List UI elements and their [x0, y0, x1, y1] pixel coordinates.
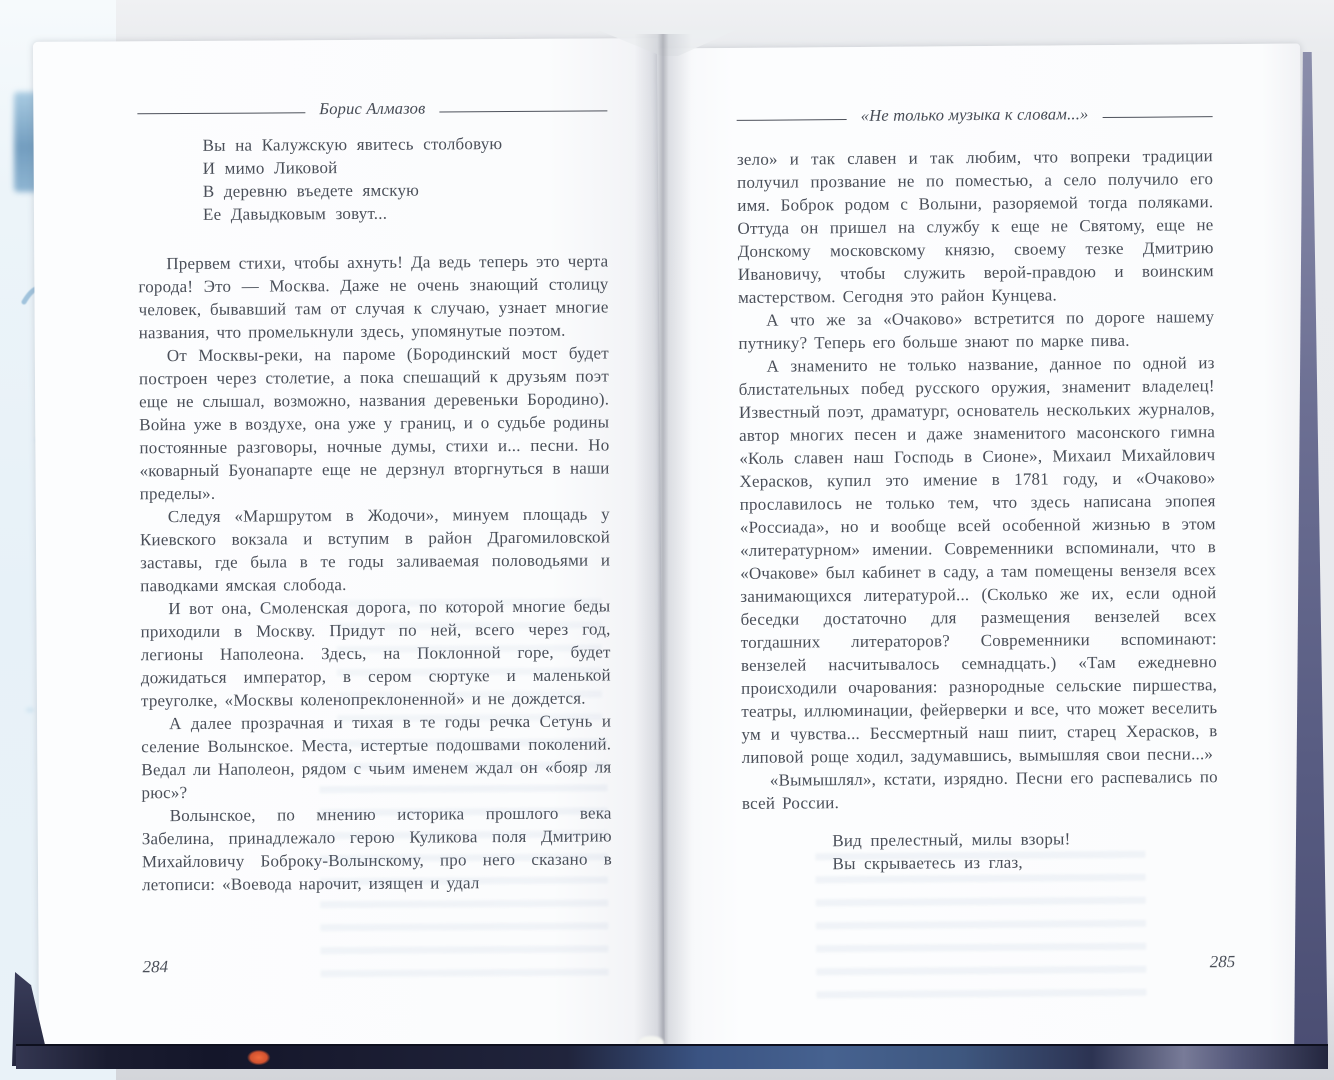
book-page-right: [657, 43, 1308, 1049]
right-page-body: [737, 144, 1218, 815]
paragraph: От Москвы-реки, на пароме (Бородинский мост будет построен через столетие, а пока спешащий к друзьям поэт еще не слышал, возможно, названия деревеньки Бородино). Война уже в воздухе, она уже у границ, и о судьбе родины постоянные разговоры, ночные думы, стихи и... песни. Но «коварный Буонапарте еще не дерзнул вторгнуться в наши пределы».: [138, 343, 610, 504]
running-head-rule: [439, 110, 607, 112]
book-cover-bottom-edge: [16, 1044, 1328, 1069]
paragraph: зело» и так славен и так любим, что вопреки традиции получил прозвание не по поместью, а село получило его имя. Боброк родом с Волыни, разоряемой тогда поляками. Оттуда он пришел на службу к еще не Святому, еще не Донскому московскому князю, своему тезке Дмитрию Ивановичу, чтобы служить верой-правдою и воинским мастерством. Сегодня это район Кунцева.: [736, 146, 1214, 307]
poem-line: Вы на Калужскую явитесь столбовую: [202, 134, 503, 155]
running-head-rule: [137, 112, 305, 114]
paragraph: Прервем стихи, чтобы ахнуть! Да ведь теперь это черта города! Это — Москва. Даже не очень знающий столицу человек, бывавший там от случая к случаю, узнает многие названия, что промелькнули здесь, упомянутые поэтом.: [138, 251, 609, 343]
running-head-rule: [1103, 116, 1213, 118]
poem-line: В деревню въедете ямскую: [202, 180, 420, 201]
verse-line: Вы скрываетесь из глаз,: [832, 852, 1023, 874]
paragraph: «Вымышлял», кстати, изрядно. Песни его распевались по всей России.: [741, 767, 1218, 813]
running-head-left: [137, 95, 607, 121]
paragraph: А знаменито не только название, данное по одной из блистательных побед русского оружия, знаменит владелец! Известный поэт, драматург, основатель нескольких журналов, автор многих песен и даже знаменитого масонского гимна «Коль славен наш Господь в Сионе», Михаил Михайлович Херасков, купил это имение в 1781 году, и «Очаково» прославилось не только тем, что здесь написана эпопея «Россиада», но и вообще всей особенной жизнью в этом «литературном» имении. Современники вспоминали, что в «Очакове» был кабинет в саду, а там помещены вензеля всех занимающихся литературой... (Сколько же их, если одной беседки достаточно для размещения вензелей всех тогдашних литераторов? Современники вспоминают: вензелей насчитывалось семнадцать.) «Там ежедневно происходили очарования: разнородные сельские пиршества, театры, иллюминации, фейерверки и все, что может веселить ум и чувства... Бессмертный наш пиит, старец Херасков, в липовой роще ходил, задумавшись, вымышляя свои песни...»: [738, 353, 1218, 767]
paragraph: Волынское, по мнению историка прошлого века Забелина, принадлежало герою Куликова поля Дмитрию Михайловичу Боброку-Волынскому, про него сказано в летописи: «Воевода нарочит, изящен и удал: [141, 803, 612, 895]
running-head-rule: [737, 119, 847, 121]
page-number-right: 285: [1209, 952, 1236, 972]
page-number-left: 284: [142, 957, 169, 977]
left-page-text-column: [137, 38, 612, 896]
book-page-left: [33, 38, 666, 1048]
paragraph: И вот она, Смоленская дорога, по которой многие беды приходили в Москву. Придут по ней, всего через год, легионы Наполеона. Здесь, на Поклонной горе, будет дожидаться император, в сером сюртуке и маленькой треуголке, «Москвы коленопреклоненной» и не дождется.: [140, 596, 611, 711]
poem-line: И мимо Ликовой: [202, 158, 338, 178]
paragraph: А что же за «Очаково» встретится по дороге нашему путнику? Теперь его больше знают по марке пива.: [738, 307, 1215, 353]
running-head-chapter: «Не только музыка к словам...»: [860, 104, 1089, 125]
paragraph: Следуя «Маршрутом в Жодочи», минуем площадь у Киевского вокзала и вступим в район Драгомиловской заставы, где была в те годы заливаемая половодьями и паводками ямская слобода.: [139, 504, 611, 596]
verse-quote: [832, 826, 1218, 875]
running-head-author: Борис Алмазов: [319, 98, 426, 119]
verse-line: Вид прелестный, милы взоры!: [832, 829, 1071, 851]
right-page-text-column: [736, 44, 1218, 876]
left-page-body: [138, 249, 612, 896]
poem-quote: [202, 131, 608, 225]
running-head-right: [737, 101, 1213, 128]
poem-line: Ее Давыдковым зовут...: [202, 203, 388, 224]
paragraph: А далее прозрачная и тихая в те годы речка Сетунь и селение Волынское. Места, истертые подошвами поколений. Ведал ли Наполеон, рядом с чьим именем ждал он «бояр ля рюс»?: [141, 711, 612, 803]
